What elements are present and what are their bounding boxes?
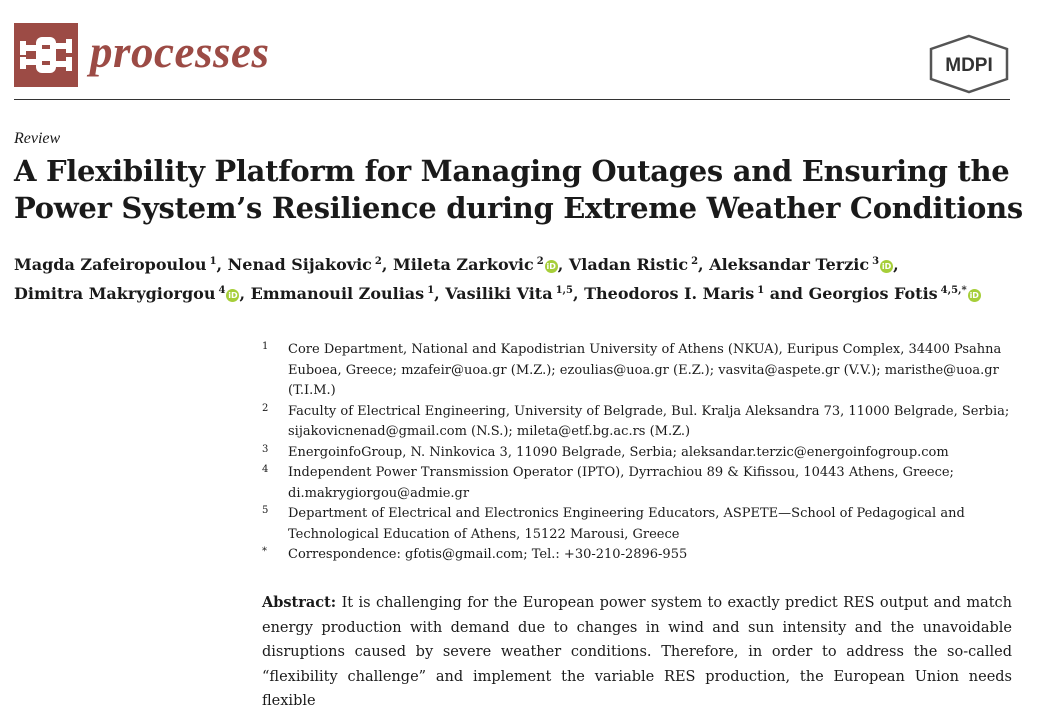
journal-name: processes	[90, 27, 270, 77]
author-name[interactable]: Aleksandar Terzic	[709, 255, 870, 274]
author-name[interactable]: Emmanouil Zoulias	[250, 284, 425, 303]
author-affiliation-ref: 1	[209, 256, 217, 267]
affiliation-text: Department of Electrical and Electronics Engineering Educators, ASPETE—School of Pedagogical and Technological Education of Athens, 15122 Marousi, Greece	[288, 506, 965, 542]
affiliation-number: 4	[262, 464, 269, 475]
article-type: Review	[14, 130, 61, 147]
affiliation-text: Independent Power Transmission Operator (IPTO), Dyrrachiou 89 & Kifissou, 10443 Athens, Greece; di.makrygiorgou@admie.gr	[288, 465, 954, 501]
orcid-icon[interactable]: iD	[881, 262, 892, 271]
abstract-text: It is challenging for the European power system to exactly predict RES output and match energy production with demand due to changes in wind and sun intensity and the unavoidable disruptions caused by severe weather conditions. Therefore, in order to address the so-called “flexibility challenge” and implement the variable RES production, the European Union needs flexible	[262, 595, 1012, 709]
author-name[interactable]: Vasiliki Vita	[445, 284, 553, 303]
affiliation-number: 2	[262, 402, 269, 414]
affiliation-text: Core Department, National and Kapodistrian University of Athens (NKUA), Euripus Complex, 34400 Psahna Euboea, Greece; mzafeir@uoa.gr (M.Z.); ezoulias@uoa.gr (E.Z.); vasvita@aspete.gr (V.V.); maristhe@uoa.gr (T.I.M.)	[288, 342, 1002, 398]
author-name[interactable]: Theodoros I. Maris	[584, 284, 755, 303]
author-list: Magda Zafeiropoulou $^1$, Nenad Sijakovic $^2$, Mileta Zarkovic $^2$ iD , Vladan Ristic $^2$, Aleksandar Terzic $^3$ iD , Dimitra Makrygiorgou $^4$ iD , Emmanouil Zoulias $^1$, Vasiliki Vita $^{1,5}$, Theodoros I. Maris $^1$ and Georgios Fotis $^{4,5,*}$ iD	[14, 255, 979, 303]
affiliation-item	[262, 545, 1012, 566]
affiliation-number: *	[262, 546, 267, 557]
article-title: A Flexibility Platform for Managing Outages and Ensuring the Power System’s Resilience during Extreme Weather Conditions	[14, 154, 1023, 225]
author-affiliation-ref: 2	[536, 256, 544, 267]
mdpi-logo-text: MDPI	[945, 55, 993, 76]
author-affiliation-ref: 2	[374, 256, 382, 267]
orcid-icon[interactable]: iD	[969, 291, 979, 300]
orcid-icon[interactable]: iD	[546, 262, 556, 271]
affiliation-item	[262, 463, 1012, 504]
processes-logo-icon	[14, 23, 78, 87]
author-affiliation-ref: 1	[757, 285, 765, 296]
affiliation-number: 3	[262, 443, 269, 455]
author-name[interactable]: Georgios Fotis	[808, 284, 938, 303]
orcid-icon[interactable]: iD	[228, 291, 238, 300]
affiliation-item	[262, 504, 1012, 545]
author-affiliation-ref: 1,5	[555, 285, 573, 296]
affiliation-text: EnergoinfoGroup, N. Ninkovica 3, 11090 Belgrade, Serbia; aleksandar.terzic@energoinfogroup.com	[288, 444, 949, 460]
affiliation-item	[262, 340, 1012, 402]
affiliations	[262, 340, 1012, 566]
abstract-label: Abstract:	[262, 594, 337, 611]
author-name[interactable]: Nenad Sijakovic	[227, 255, 372, 274]
affiliation-text: Correspondence: gfotis@gmail.com; Tel.: +30-210-2896-955	[288, 547, 688, 562]
header-divider	[14, 99, 1010, 100]
author-name[interactable]: Magda Zafeiropoulou	[14, 255, 207, 274]
affiliation-item	[262, 402, 1012, 443]
affiliation-item	[262, 443, 1012, 464]
author-affiliation-ref: 2	[691, 256, 699, 267]
affiliation-number: 1	[262, 341, 269, 352]
author-affiliation-ref: 3	[872, 256, 880, 267]
author-affiliation-ref: 1	[427, 285, 435, 296]
author-name[interactable]: Mileta Zarkovic	[393, 255, 534, 274]
affiliation-text: Faculty of Electrical Engineering, University of Belgrade, Bul. Kralja Aleksandra 73, 11000 Belgrade, Serbia; sijakovicnenad@gmail.com (N.S.); mileta@etf.bg.ac.rs (M.Z.)	[288, 403, 1010, 439]
abstract	[262, 591, 1012, 714]
author-name[interactable]: Dimitra Makrygiorgou	[14, 284, 216, 303]
affiliation-number: 5	[262, 505, 269, 516]
author-affiliation-ref: 4,5,*	[940, 285, 967, 296]
mdpi-logo[interactable]	[928, 34, 1010, 94]
author-affiliation-ref: 4	[218, 285, 226, 296]
author-name[interactable]: Vladan Ristic	[568, 255, 689, 274]
